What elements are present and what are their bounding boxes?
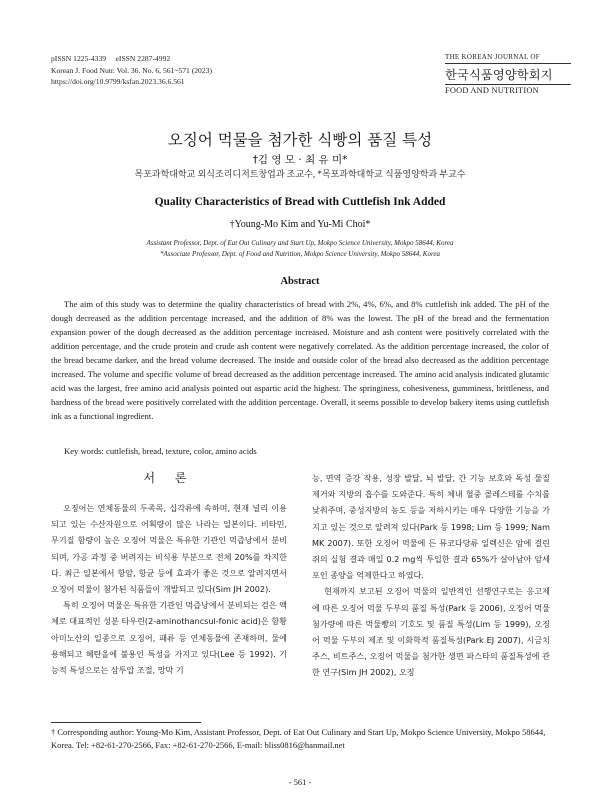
paragraph: 능, 면역 증강 작용, 성장 발달, 뇌 발달, 간 기능 보호와 독성 물질 제거와 지방의 흡수를 도와준다. 특히 체내 혈중 콜레스테롤 수치를 낮춰주며, 중성지방의 농도 등을 저하시키는 매우 다양한 기능을 가지고 있는 것으로 알려져 있다(Park 등 1998; Lim 등 1999; Nam MK 2007). 또한 오징어 먹물에 든 뮤코다당류 일렉신은 암에 걸린 쥐의 실험 결과 매일 0.2 mg씩 투입한 결과 65%가 살아남아 암세포인 종양을 억제한다고 하였다.: [312, 473, 550, 581]
issn-line: pISSN 1225-4339 eISSN 2287-4992: [51, 54, 171, 63]
title-korean: 오징어 먹물을 첨가한 식빵의 품질 특성: [167, 131, 433, 149]
abstract-text: The aim of this study was to determine the quality characteristics of bread with 2%, 4%, 6%, and 8% cuttlefish ink added. The pH of the dough decreased as the addition percentage increased, and the addition of 8% was the lowest. The pH of the bread and the fermentation expansion power of the dough decreased as the addition percentage increased. Moisture and ash content were positively correlated with the addition percentage, and the crude protein and crude ash content were negatively correlated. As the addition percentage increased, the color of the bread became darker, and the bread volume decreased. The inside and outside color of the bread also decreased as the addition percentage increased. The volume and specific volume of bread decreased as the addition percentage increased. The amino acid analysis indicated glutamic acid was the largest, free amino acid analysis pointed out aspartic acid the highest. The springiness, cohesiveness, gumminess, brittleness, and hardness of the bread were positively correlated with the addition percentage. Overall, it seems possible to develop bakery items using cuttlefish ink as a functional ingredient.: [51, 299, 549, 421]
journal-name-english: FOOD AND NUTRITION: [445, 84, 571, 95]
keywords: [51, 446, 257, 456]
affiliation-korean: 목포과학대학교 외식조리디저트창업과 조교수, *목포과학대학교 식품영양학과 부교수: [134, 169, 466, 179]
authors-korean: †김 영 모 · 최 유 미*: [252, 154, 348, 166]
authors-english: †Young-Mo Kim and Yu-Mi Choi*: [229, 219, 371, 230]
journal-logo: [445, 53, 571, 95]
keywords-text: Key words: cuttlefish, bread, texture, color, amino acids: [64, 446, 257, 456]
page-number: - 561 -: [288, 777, 312, 787]
section-title-introduction: 서 론: [143, 471, 195, 485]
journal-name-top: THE KOREAN JOURNAL OF: [445, 53, 571, 64]
corresponding-author-footnote: † Corresponding author: Young-Mo Kim, Assistant Professor, Dept. of Eat Out Culinary and Start Up, Mokpo Science University, Mokpo 58644, Korea. Tel: +82-61-270-2566, Fax: +82-61-270-2566, E-mail: bliss0816@hanmail.net: [51, 727, 546, 750]
affiliation-english: [0, 238, 600, 260]
right-column: [312, 470, 550, 681]
citation-line: Korean J. Food Nutr. Vol. 36. No. 6, 561~571 (2023): [51, 65, 212, 75]
journal-name-korean: 한국식품영양학회지: [445, 68, 553, 82]
left-column: [51, 500, 287, 678]
affiliation-english-2: *Associate Professor, Dept. of Food and Nutrition, Mokpo Science University, Mokpo 58644, Korea: [159, 250, 441, 258]
paragraph: 특히 오징어 먹물은 특유한 기관인 먹즙낭에서 분비되는 검은 액체로 대표적인 성분 타우린(2-aminothancsul-fonic acid)은 함황아미노산의 일종으로 오징어, 패류 등 연체동물에 존재하며, 물에 용해되고 혜탄올에 불용인 특성을 가지고 있다(Lee 등 1992). 기능적 특성으로는 삼투압 조절, 망막 기: [51, 600, 287, 676]
doi-link[interactable]: https://doi.org/10.9799/ksfan.2023.36.6.561: [51, 77, 185, 87]
footnote-divider: [51, 722, 201, 723]
title-english: Quality Characteristics of Bread with Cuttlefish Ink Added: [154, 196, 446, 208]
citation-block: [51, 53, 212, 88]
paragraph: 현재까지 보고된 오징어 먹물의 일반적인 선행연구로는 응고제에 따른 오징어 먹물 두부의 품질 특성(Park 등 2006), 오징어 먹물 첨가량에 따른 먹물빵의 기호도 및 품질 특성(Lim 등 1999), 오징어 먹물 두부의 제조 및 이화학적 품질특성(Park EJ 2007), 시금치주스, 비트주스, 오징어 먹물을 첨가한 생면 파스타의 품질특성에 관한 연구(Sim JH 2002), 오징: [312, 586, 550, 678]
paragraph: 오징어는 연체동물의 두족목, 십각류에 속하며, 현재 널리 이용되고 있는 수산자원으로 어획량이 많은 나라는 일본이다. 비타민, 무기질 함량이 높은 오징어 먹물은 특유한 기관인 먹즙낭에서 분비되며, 가공 과정 중 버려지는 비식용 부분으로 전체 20%를 차지한다. 최근 일본에서 항암, 항균 등에 효과가 좋은 것으로 알려지면서 오징어 먹물이 첨가된 식품들이 개발되고 있다(Sim JH 2002).: [51, 503, 287, 595]
affiliation-english-1: Assistant Professor, Dept. of Eat Out Culinary and Start Up, Mokpo Science University, Mokpo 58644, Korea: [146, 239, 454, 247]
abstract-heading: Abstract: [280, 276, 320, 287]
